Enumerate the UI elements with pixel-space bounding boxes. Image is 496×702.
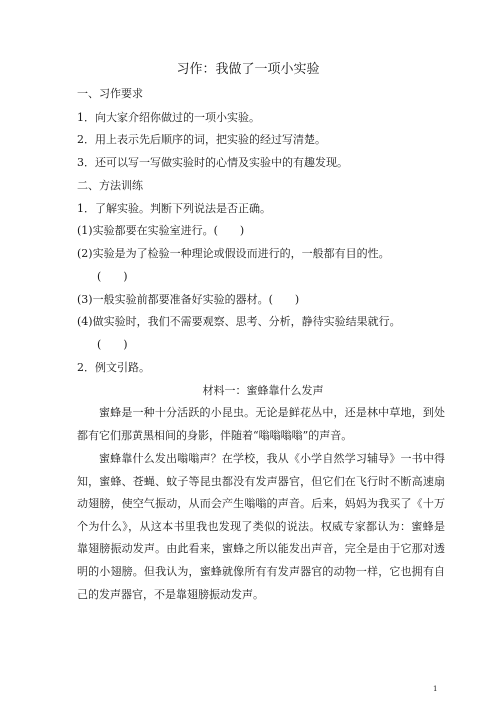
judgment-question-1: (1)实验都要在实验室进行。( ) [77, 224, 245, 237]
material-paragraph-2: 蜜蜂靠什么发出嗡嗡声？在学校，我从《小学自然学习辅导》一书中得知，蜜蜂、苍蝇、蚊子等昆虫都没有发声器官，但它们在飞行时不断高速扇动翅膀，使空气振动，从而会产生嗡嗡的声音。后来，妈妈为我买了《十万个为什么》，从这本书里我也发现了类似的说法。权威专家都认为：蜜蜂是靠翅膀振动发声。由此看来，蜜蜂之所以能发出声音，完全是由于它那对透明的小翅膀。但我认为，蜜蜂就像所有有发声器官的动物一样，它也拥有自己的发声器官，不是靠翅膀振动发声。 [77, 452, 445, 601]
section-heading-requirements: 一、习作要求 [77, 87, 143, 100]
method-item-1: 1．了解实验。判断下列说法是否正确。 [77, 202, 271, 215]
document-title: 习作：我做了一项小实验 [176, 62, 320, 77]
judgment-answer-blank-2: ( ) [97, 270, 128, 283]
section-heading-method: 二、方法训练 [77, 179, 143, 192]
material-title: 材料一：蜜蜂靠什么发声 [202, 384, 324, 397]
requirement-item-3: 3．还可以写一写做实验时的心情及实验中的有趣发现。 [77, 156, 348, 169]
page-number: 1 [433, 685, 438, 693]
judgment-question-3: (3)一般实验前都要准备好实验的器材。( ) [77, 293, 300, 306]
judgment-question-4: (4)做实验时，我们不需要观察、思考、分析，静待实验结果就行。 [77, 315, 401, 328]
requirement-item-1: 1．向大家介绍你做过的一项小实验。 [77, 111, 260, 124]
method-item-2: 2．例文引路。 [77, 361, 150, 374]
requirement-item-2: 2．用上表示先后顺序的词，把实验的经过写清楚。 [77, 133, 326, 146]
material-paragraph-1: 蜜蜂是一种十分活跃的小昆虫。无论是鲜花丛中，还是林中草地，到处都有它们那黄黑相间的身影，伴随着“嗡嗡嗡嗡”的声音。 [77, 406, 445, 442]
judgment-question-2: (2)实验是为了检验一种理论或假设而进行的，一般都有目的性。 [77, 247, 390, 260]
judgment-answer-blank-4: ( ) [97, 338, 128, 351]
